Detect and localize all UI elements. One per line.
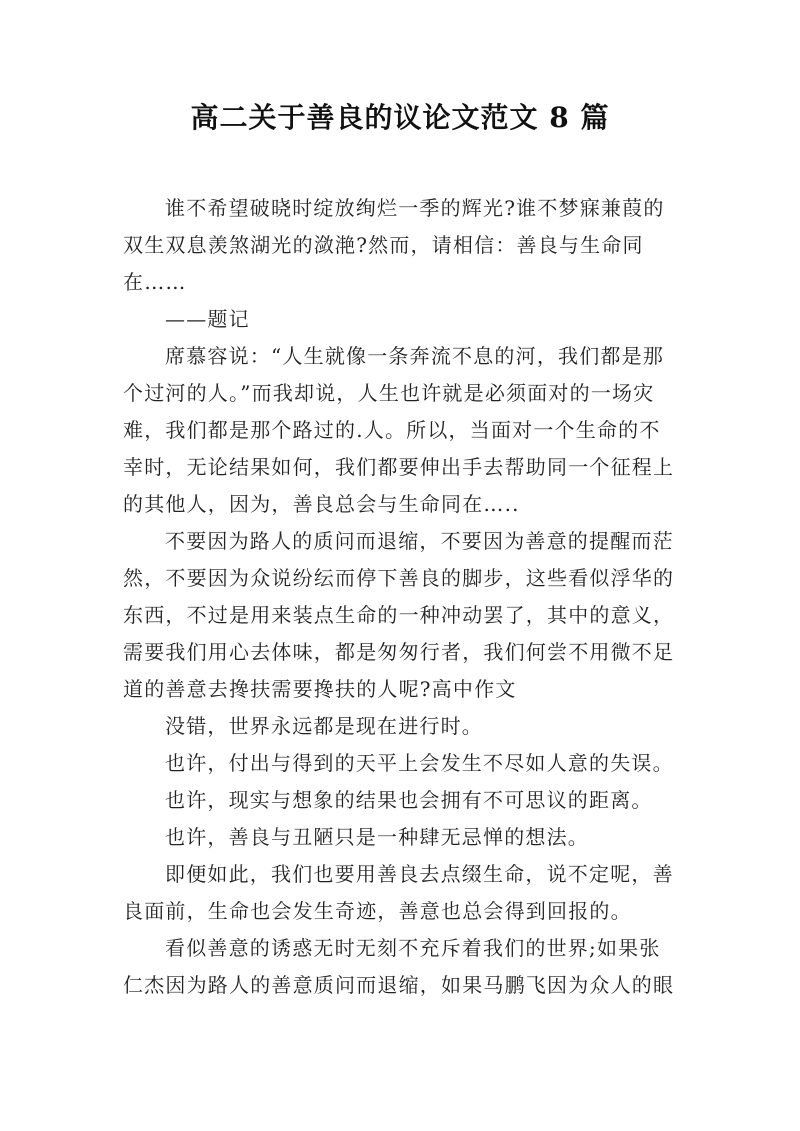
document-title: 高二关于善良的议论文范文 8 篇: [190, 101, 610, 134]
body-line: 也许，善良与丑陋只是一种肆无忌惮的想法。: [165, 825, 589, 849]
body-line: 看似善意的诱惑无时无刻不充斥着我们的世界;如果张: [165, 936, 661, 960]
body-line: 即便如此，我们也要用善良去点缀生命，说不定呢，善: [165, 862, 674, 886]
body-line: 谁不希望破晓时绽放绚烂一季的辉光?谁不梦寐兼葭的: [165, 196, 665, 220]
body-line: 幸时，无论结果如何，我们都要伸出手去帮助同一个征程上: [123, 455, 675, 479]
document-body: [123, 190, 683, 1004]
body-line: 也许，现实与想象的结果也会拥有不可思议的距离。: [165, 788, 653, 812]
body-line: 双生双息羡煞湖光的潋滟?然而，请相信：善良与生命同: [123, 233, 644, 257]
body-line: 个过河的人。”而我却说，人生也许就是必须面对的一场灾: [123, 381, 655, 405]
body-line: 需要我们用心去体味，都是匆匆行者，我们何尝不用微不足: [123, 640, 675, 664]
body-line: 仁杰因为路人的善意质问而退缩，如果马鹏飞因为众人的眼: [123, 973, 675, 997]
body-line: 然，不要因为众说纷纭而停下善良的脚步，这些看似浮华的: [123, 566, 675, 590]
body-line: 良面前，生命也会发生奇迹，善意也总会得到回报的。: [123, 899, 632, 923]
body-line: 难，我们都是那个路过的.人。所以，当面对一个生命的不: [123, 418, 661, 442]
body-line: 道的善意去搀扶需要搀扶的人呢?高中作文: [123, 677, 517, 701]
body-line: 的其他人，因为，善良总会与生命同在…..: [123, 492, 520, 516]
body-line: 没错，世界永远都是现在进行时。: [165, 714, 483, 738]
body-line: 不要因为路人的质问而退缩，不要因为善意的提醒而茫: [165, 529, 674, 553]
epigraph-attribution: ——题记: [165, 307, 250, 331]
body-line: 东西，不过是用来装点生命的一种冲动罢了，其中的意义，: [123, 603, 675, 627]
body-line: 在……: [123, 270, 187, 294]
body-line: 也许，付出与得到的天平上会发生不尽如人意的失误。: [165, 751, 674, 775]
body-line: 席慕容说：“人生就像一条奔流不息的河，我们都是那: [165, 344, 665, 368]
